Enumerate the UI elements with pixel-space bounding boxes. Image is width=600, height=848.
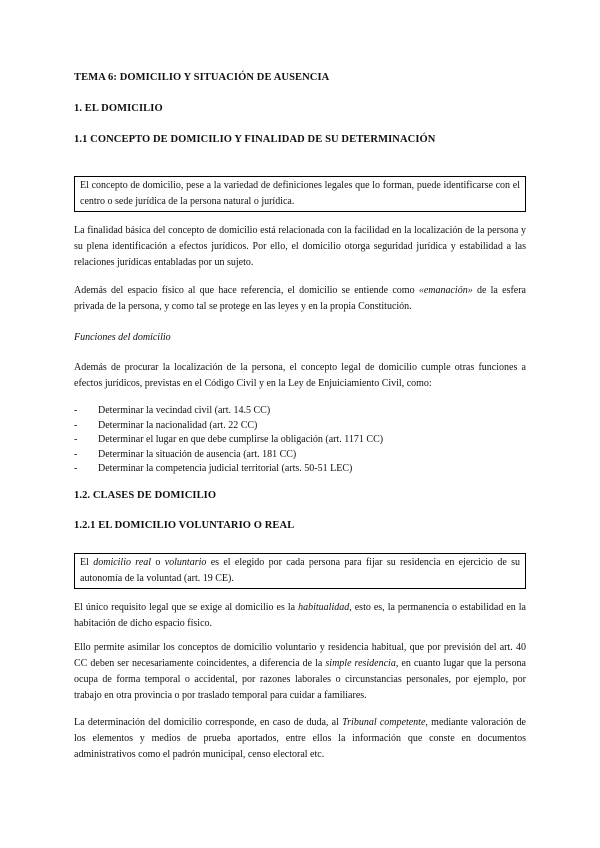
definition-box-domicilio: El concepto de domicilio, pese a la variedad de definiciones legales que lo forman, puede identificarse con el centro o sede jurídica de la persona natural o jurídica. bbox=[74, 176, 526, 212]
document-title: TEMA 6: DOMICILIO Y SITUACIÓN DE AUSENCIA bbox=[74, 72, 330, 83]
definition-box-domicilio-real: El domicilio real o voluntario es el elegido por cada persona para fijar su residencia en ejercicio de su autonomía de la voluntad (art. 19 CE). bbox=[74, 553, 526, 589]
list-item: - Determinar la situación de ausencia (art. 181 CC) bbox=[74, 448, 526, 463]
section-heading-1: 1. EL DOMICILIO bbox=[74, 103, 163, 114]
section-heading-1-2-1: 1.2.1 EL DOMICILIO VOLUNTARIO O REAL bbox=[74, 520, 295, 531]
paragraph-funciones-intro: Además de procurar la localización de la persona, el concepto legal de domicilio cumple otras funciones a efectos jurídicos, previstas en el Código Civil y en la Ley de Enjuiciamiento Civil, como: bbox=[74, 362, 526, 389]
list-item: - Determinar la nacionalidad (art. 22 CC) bbox=[74, 419, 526, 434]
list-item: - Determinar la vecindad civil (art. 14.5 CC) bbox=[74, 404, 526, 419]
list-item: - Determinar el lugar en que debe cumplirse la obligación (art. 1171 CC) bbox=[74, 433, 526, 448]
subheading-funciones: Funciones del domicilio bbox=[74, 332, 171, 343]
list-item: - Determinar la competencia judicial territorial (arts. 50-51 LEC) bbox=[74, 462, 526, 477]
section-heading-1-2: 1.2. CLASES DE DOMICILIO bbox=[74, 490, 217, 501]
paragraph-residencia: Ello permite asimilar los conceptos de domicilio voluntario y residencia habitual, que por previsión del art. 40 CC deben ser necesariamente coincidentes, a diferencia de la simple residencia, en cuanto lugar que la persona ocupa de forma temporal o accidental, por razones laborales o circunstancias personales, por ejemplo, por trabajo en otra provincia o por traslado temporal para cuidar a familiares. bbox=[74, 642, 526, 701]
functions-list bbox=[74, 404, 526, 477]
section-heading-1-1: 1.1 CONCEPTO DE DOMICILIO Y FINALIDAD DE SU DETERMINACIÓN bbox=[74, 134, 436, 145]
paragraph-determinacion: La determinación del domicilio corresponde, en caso de duda, al Tribunal competente, mediante valoración de los elementos y medios de prueba aportados, entre ellos la información que conste en documentos administrativos como el padrón municipal, censo electoral etc. bbox=[74, 717, 526, 760]
paragraph-espacio-fisico: Además del espacio físico al que hace referencia, el domicilio se entiende como «emanación» de la esfera privada de la persona, y como tal se protege en las leyes y en la propia Constitución. bbox=[74, 285, 526, 312]
paragraph-habitualidad: El único requisito legal que se exige al domicilio es la habitualidad, esto es, la permanencia o estabilidad en la habitación de dicho espacio físico. bbox=[74, 602, 526, 629]
paragraph-finalidad: La finalidad básica del concepto de domicilio está relacionada con la facilidad en la localización de la persona y su plena identificación a efectos jurídicos. Por ello, el domicilio otorga seguridad jurídica y estabilidad a las relaciones jurídicas entabladas por un sujeto. bbox=[74, 225, 526, 268]
